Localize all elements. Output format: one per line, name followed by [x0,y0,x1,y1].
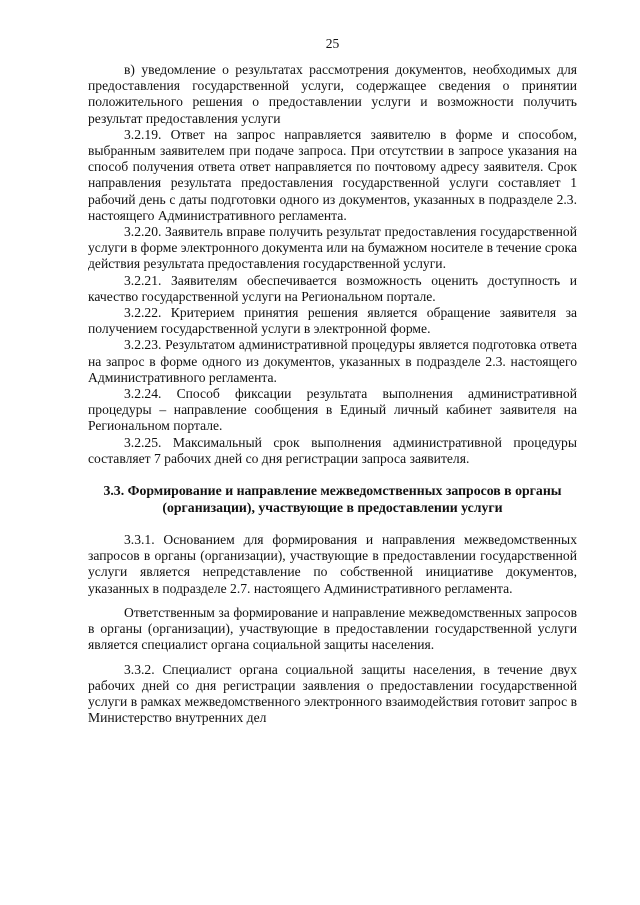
section-3-3-body [88,532,577,726]
paragraph-3-2-24: 3.2.24. Способ фиксации результата выполнения административной процедуры – направление сообщения в Единый личный кабинет заявителя на Региональном портале. [88,386,577,434]
paragraph-gap [88,597,577,605]
paragraph-3-2-25: 3.2.25. Максимальный срок выполнения административной процедуры составляет 7 рабочих дней со дня регистрации запроса заявителя. [88,434,577,466]
paragraph-responsible: Ответственным за формирование и направление межведомственных запросов в органы (организации), участвующие в предоставлении государственной услуги является специалист органа социальной защиты населения. [88,604,577,653]
paragraph-gap [88,654,577,662]
paragraph-3-3-1: 3.3.1. Основанием для формирования и направления межведомственных запросов в органы (организации), участвующие в предоставлении государственной услуги является непредставление по собственной инициативе документов, указанных в подразделе 2.7. настоящего Административного регламента. [88,532,577,596]
paragraph-3-3-2: 3.3.2. Специалист органа социальной защиты населения, в течение двух рабочих дней со дня регистрации заявления о предоставлении государственной услуги в рамках межведомственного электронного взаимодействия готовит запрос в Министерство внутренних дел [88,661,577,726]
section-3-2-body [88,62,577,467]
section-heading-3-3: 3.3. Формирование и направление межведомственных запросов в органы (организации), участвующие в предоставлении услуги [103,483,562,515]
paragraph-3-2-23: 3.2.23. Результатом административной процедуры является подготовка ответа на запрос в форме одного из документов, указанных в подразделе 2.3. настоящего Административного регламента. [88,337,577,385]
page-number: 25 [325,36,340,51]
paragraph-3-2-20: 3.2.20. Заявитель вправе получить результат предоставления государственной услуги в форме электронного документа или на бумажном носителе в течение срока действия результата предоставления государственной услуги. [88,224,577,272]
paragraph-3-2-21: 3.2.21. Заявителям обеспечивается возможность оценить доступность и качество государственной услуги на Региональном портале. [88,272,577,304]
paragraph-notification: в) уведомление о результатах рассмотрения документов, необходимых для предоставления государственной услуги, содержащее сведения о принятии положительного решения о предоставлении услуги и возможности получить результат предоставления услуги [88,62,577,126]
paragraph-3-2-22: 3.2.22. Критерием принятия решения является обращение заявителя за получением государственной услуги в электронной форме. [88,305,577,337]
paragraph-3-2-19: 3.2.19. Ответ на запрос направляется заявителю в форме и способом, выбранным заявителем при подаче запроса. При отсутствии в запросе указания на способ получения ответа ответ направляется по почтовому адресу заявителя. Срок направления результата предоставления государственной услуги составляет 1 рабочий день с даты подготовки одного из документов, указанных в подразделе 2.3. настоящего Административного регламента. [88,126,577,223]
